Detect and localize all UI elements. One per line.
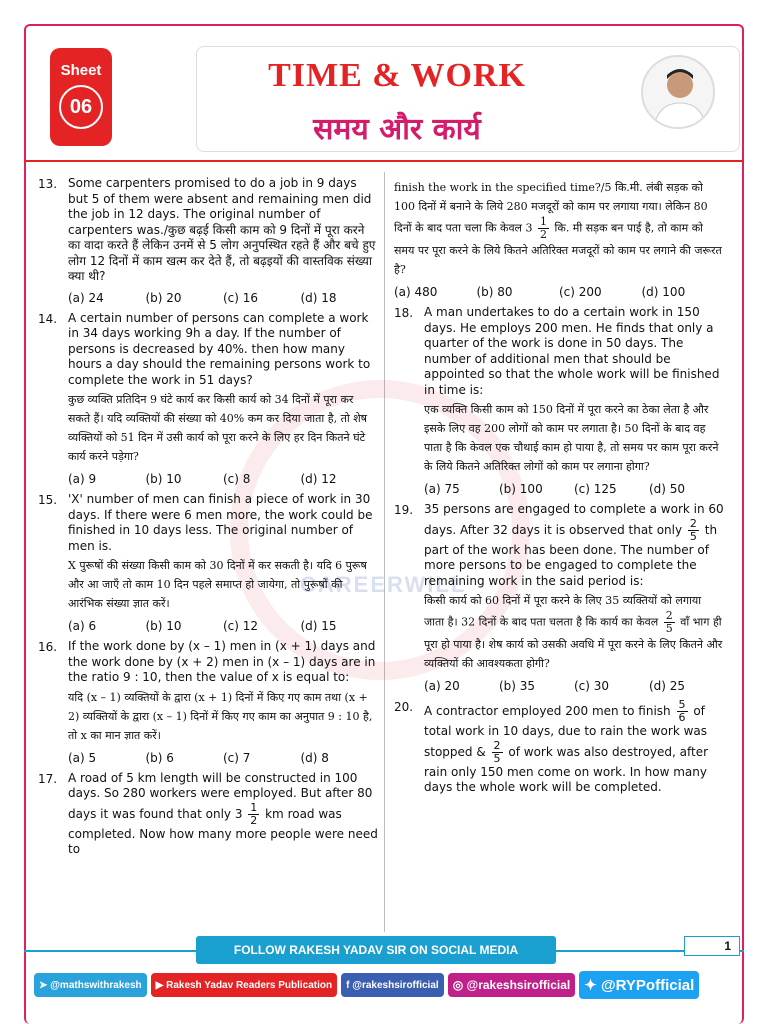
option-c: (c) 30 [574, 679, 610, 693]
youtube-label: Rakesh Yadav Readers Publication [166, 979, 333, 991]
option-d: (d) 12 [300, 472, 337, 486]
option-a: (a) 24 [68, 290, 104, 305]
option-c: (c) 125 [574, 482, 617, 496]
question-number: 19. [394, 503, 414, 517]
fraction [677, 699, 688, 724]
question-text-part-a: 35 persons are engaged to complete a work in 60 days. After 32 days it is observed that only [424, 502, 724, 537]
fraction [664, 610, 675, 635]
options-row [424, 482, 724, 496]
question-text-english: A certain number of persons can complete a work in 34 days working 9h a day. If the number of persons is decreased by 40%. then how many hours a day should the remaining persons work to complete the work in 51 days? [68, 310, 371, 387]
option-d: (d) 18 [300, 290, 337, 305]
question-13 [38, 176, 378, 305]
instagram-link[interactable] [448, 973, 576, 997]
option-c: (c) 8 [223, 472, 251, 486]
option-c: (c) 7 [223, 750, 251, 765]
option-b: (b) 80 [476, 285, 513, 299]
sheet-badge [50, 48, 112, 146]
question-15 [38, 492, 378, 633]
options-row [68, 751, 378, 765]
question-number: 17. [38, 771, 58, 786]
option-a: (a) 20 [424, 679, 460, 693]
fraction-denominator: 5 [493, 751, 501, 765]
question-text-part-b: th part of the work has been done. The number of more persons to be engaged to complete the remaining work in the said period is: [424, 522, 718, 588]
header-rule [24, 160, 744, 162]
telegram-label: @mathswithrakesh [50, 979, 142, 991]
question-number: 15. [38, 493, 58, 507]
question-text-part-a: A contractor employed 200 men to finish [424, 704, 671, 718]
question-16 [38, 639, 378, 765]
fraction-denominator: 5 [665, 622, 673, 635]
option-c: (c) 12 [223, 619, 259, 633]
options-row [424, 679, 724, 693]
social-links [34, 970, 734, 1000]
question-text-english: 'X' number of men can finish a piece of work in 30 days. If there were 6 men more, the work could be finished in 10 days less. The original number of men is. [68, 492, 373, 553]
watermark-text: CAREERWILL [300, 572, 467, 597]
instagram-label: @rakeshsirofficial [466, 978, 571, 992]
option-c: (c) 200 [559, 285, 602, 299]
fraction-numerator: 5 [678, 698, 686, 711]
twitter-icon: ✦ [584, 977, 601, 994]
options-row [68, 291, 378, 305]
question-text-hindi: X पुरूषों की संख्या किसी काम को 30 दिनों में कर सकती है। यदि 6 पुरूष और आ जाएँ तो काम 10 दिन पहले समाप्त हो जायेगा, तो पुरूषों की आरंभिक संख्या ज्ञात करें। [68, 559, 367, 610]
fraction-denominator: 2 [540, 228, 548, 241]
continuation-text-b: कि. मी सड़क बन पाई है, तो काम को समय पर पूरा करने के लिये कितने अतिरिक्त मजदूरों को काम पर लगाने की जरूरत है? [394, 221, 722, 276]
option-b: (b) 100 [499, 482, 543, 496]
question-number: 20. [394, 700, 414, 714]
question-18 [394, 305, 724, 496]
sheet-label: Sheet [60, 62, 102, 79]
question-text: Some carpenters promised to do a job in 9 days but 5 of them were absent and remaining men did the job in 12 days. The original number of carpenters was./कुछ बढ़ई किसी काम को 9 दिनों में पूरा करने का वादा करते हैं लेकिन उनमें से 5 लोग अनुपस्थित रहते हैं और बचे हुए लोग 12 दिनों में काम खत्म कर देते हैं, तो बढ़इयों की वास्तविक संख्या क्या थी? [68, 176, 376, 283]
question-hindi-part-a: किसी कार्य को 60 दिनों में पूरा करने के लिए 35 व्यक्तियों को लगाया जाता है। 32 दिनों के बाद पता चलता है कि कार्य का केवल [424, 594, 702, 629]
option-d: (d) 100 [641, 285, 686, 299]
sheet-number: 06 [59, 85, 103, 129]
facebook-link[interactable] [341, 973, 444, 997]
question-19 [394, 502, 724, 693]
question-text-hindi: कुछ व्यक्ति प्रतिदिन 9 घंटे कार्य कर किसी कार्य को 34 दिनों में पूरा कर सकते हैं। यदि व्यक्तियों की संख्या को 40% कम कर दिया जाता है, तो शेष व्यक्तियों को 51 दिन में उसी कार्य को पूरा करने के लिए हर दिन कितने घंटे कार्य करने पड़ेगा? [68, 393, 368, 463]
option-a: (a) 5 [68, 750, 97, 765]
option-a: (a) 75 [424, 482, 460, 496]
fraction-numerator: 2 [493, 738, 501, 752]
telegram-icon: ➤ [39, 979, 51, 991]
fraction-denominator: 2 [250, 813, 258, 827]
option-b: (b) 10 [145, 619, 182, 633]
option-b: (b) 6 [145, 750, 174, 765]
facebook-icon: f [346, 979, 353, 991]
facebook-label: @rakeshsirofficial [352, 979, 439, 991]
follow-banner: FOLLOW RAKESH YADAV SIR ON SOCIAL MEDIA [196, 936, 556, 964]
question-14 [38, 311, 378, 487]
option-b: (b) 35 [499, 679, 536, 693]
continuation-text-a: finish the work in the specified time?/5 कि.मी. लंबी सड़क को 100 दिनों में बनाने के लिये 280 मजदूरों को काम पर लगाया गया। लेकिन 80 दिनों के बाद पता चला कि केवल 3 [394, 181, 708, 235]
question-text-english: A man undertakes to do a certain work in 150 days. He employs 200 men. He finds that only a quarter of the work is done in 50 days. The number of additional men that should be appointed so that the whole work will be finished in time is: [424, 305, 720, 397]
title-hindi: समय और कार्य [313, 112, 481, 147]
option-c: (c) 16 [223, 290, 259, 305]
author-photo [641, 55, 715, 129]
question-text-part-a: A road of 5 km length will be constructed in 100 days. So 280 workers were employed. But after 80 days it was found that only 3 [68, 770, 373, 821]
question-number: 16. [38, 640, 58, 654]
option-a: (a) 6 [68, 619, 97, 633]
question-number: 14. [38, 311, 58, 326]
question-text-part-b: of total work in 10 days, due to rain the work was stopped & [424, 704, 708, 759]
fraction [492, 740, 503, 765]
option-d: (d) 50 [649, 482, 686, 496]
option-a: (a) 9 [68, 472, 97, 486]
question-text-part-b: km road was completed. Now how many more people were need to [68, 806, 378, 856]
fraction-denominator: 6 [678, 711, 686, 724]
telegram-link[interactable] [34, 973, 147, 997]
title-english: TIME & WORK [268, 57, 526, 94]
question-20 [394, 699, 724, 796]
question-text-part-c: of work was also destroyed, after rain only 150 men come on work. In how many days the whole work will be completed. [424, 744, 709, 794]
option-b: (b) 10 [145, 472, 182, 486]
right-column [394, 176, 724, 802]
twitter-link[interactable] [579, 971, 699, 999]
page-number: 1 [684, 936, 740, 956]
question-number: 18. [394, 306, 414, 320]
fraction-denominator: 5 [689, 529, 697, 543]
question-text-english: If the work done by (x – 1) men in (x + 1) days and the work done by (x + 2) men in (x – 1) days are in the ratio 9 : 10, then the value of x is equal to: [68, 639, 376, 684]
youtube-link[interactable] [151, 973, 337, 997]
question-17 [38, 771, 378, 858]
left-column [38, 176, 378, 864]
question-text-hindi: यदि (x – 1) व्यक्तियों के द्वारा (x + 1) दिनों में किए गए काम तथा (x + 2) व्यक्तियों के द्वारा (x – 1) दिनों में किए गए काम का अनुपात 9 : 10 है, तो x का मान ज्ञात करें। [68, 690, 373, 742]
instagram-icon: ◎ [452, 978, 467, 992]
fraction-numerator: 1 [250, 800, 258, 814]
title-box [196, 46, 740, 152]
options-row [68, 472, 378, 486]
fraction [688, 518, 699, 543]
fraction [248, 802, 259, 827]
option-d: (d) 25 [649, 679, 686, 693]
youtube-icon: ▶ [155, 979, 167, 991]
options-row [394, 285, 724, 299]
fraction-numerator: 2 [665, 609, 673, 622]
options-row [68, 619, 378, 633]
fraction-numerator: 1 [540, 215, 548, 228]
option-d: (d) 15 [300, 619, 337, 633]
question-text-hindi: एक व्यक्ति किसी काम को 150 दिनों में पूरा करने का ठेका लेता है और इसके लिए वह 200 लोगों को काम पर लगाता है। 50 दिनों के बाद वह पाता है कि केवल एक चौथाई काम हो पाया है, तो समय पर काम पूरा करने के लिये कितने अतिरिक्त लोगों को काम पर लगाना होगा? [424, 403, 719, 473]
question-17-continued [394, 176, 724, 299]
footer-band [24, 936, 744, 966]
twitter-label: @RYPofficial [601, 976, 695, 994]
question-number: 13. [38, 177, 58, 191]
option-a: (a) 480 [394, 285, 438, 299]
fraction-numerator: 2 [689, 516, 697, 530]
fraction [538, 216, 549, 241]
option-d: (d) 8 [300, 750, 329, 765]
option-b: (b) 20 [145, 290, 182, 305]
question-hindi-part-b: वाँ भाग ही पूरा हो पाया है। शेष कार्य को उसकी अवधि में पूरा करने के लिए कितने और व्यक्तियों की आवश्यकता होगी? [424, 615, 723, 670]
